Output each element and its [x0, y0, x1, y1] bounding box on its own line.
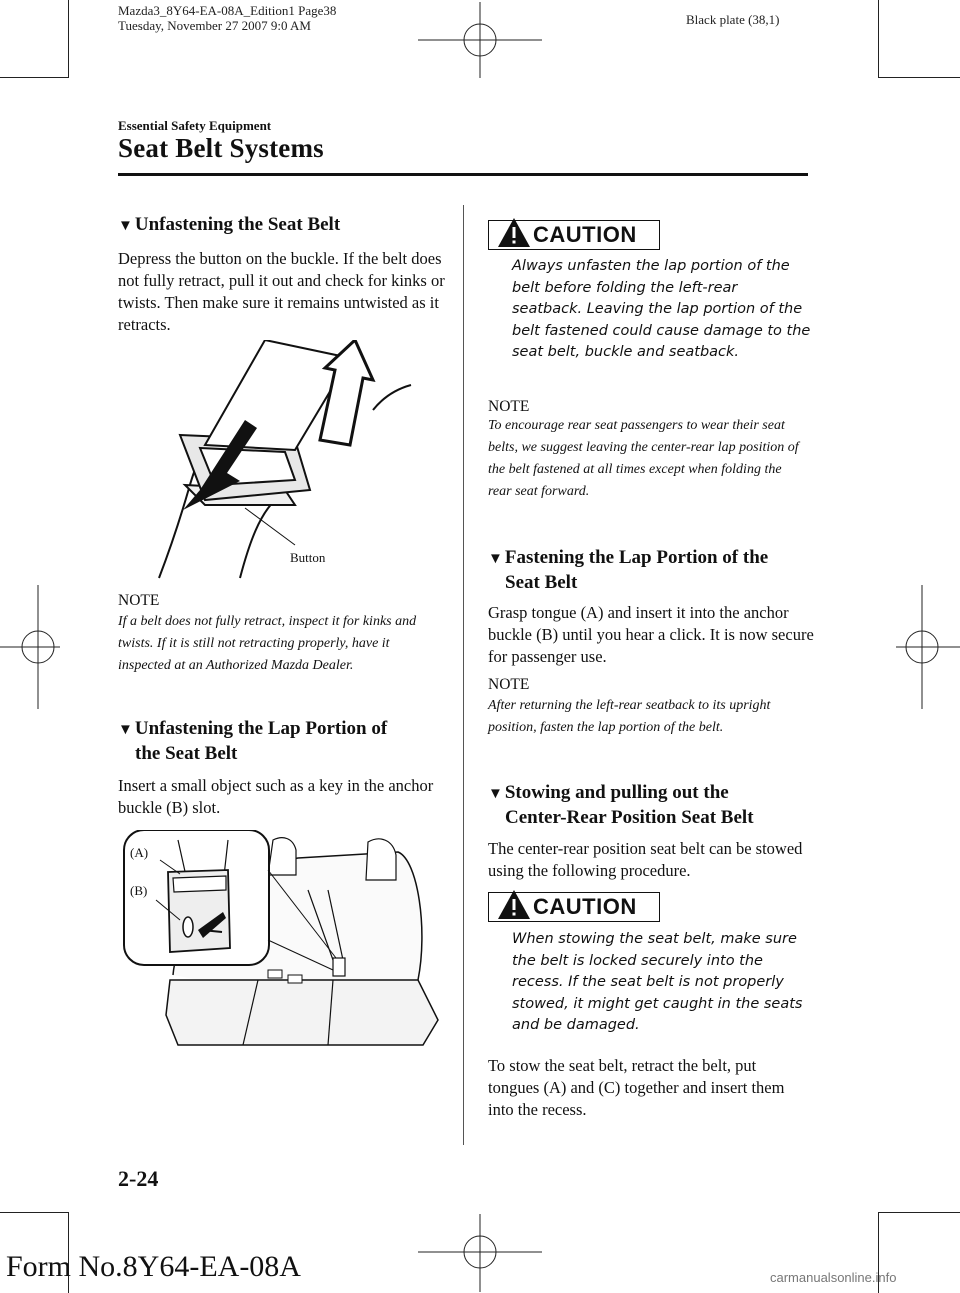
heading-text-line2: Center-Rear Position Seat Belt	[505, 807, 754, 828]
note-label: NOTE	[488, 398, 530, 415]
file-info: Mazda3_8Y64-EA-08A_Edition1 Page38	[118, 3, 337, 18]
crop-mark	[68, 0, 69, 78]
warning-triangle-icon	[497, 889, 531, 921]
figure-label-button: Button	[290, 550, 326, 565]
crop-mark	[0, 1212, 68, 1213]
title-rule	[118, 173, 808, 176]
heading-unfastening-lap-portion	[118, 717, 387, 765]
heading-text: Fastening the Lap Portion of the	[504, 547, 769, 568]
registration-mark-icon	[896, 585, 960, 709]
plate-info: Black plate (38,1)	[686, 12, 780, 27]
body-text: Depress the button on the buckle. If the belt does not fully retract, pull it out and check for kinks or twists. Then make sure it remains untwisted as it retracts.	[118, 249, 445, 334]
body-text: Grasp tongue (A) and insert it into the anchor buckle (B) until you hear a click. It is now secure for passenger use.	[488, 603, 814, 666]
heading-text-line2: the Seat Belt	[135, 743, 238, 764]
note-text: After returning the left-rear seatback to its upright position, fasten the lap portion of the belt.	[488, 698, 771, 735]
crop-mark	[878, 1212, 960, 1213]
heading-text: Stowing and pulling out the	[504, 782, 729, 803]
heading-text-line2: Seat Belt	[505, 572, 578, 593]
caution-label: CAUTION	[533, 222, 637, 247]
heading-stowing-seat-belt	[488, 781, 754, 829]
caution-box	[488, 892, 660, 922]
section-label: Essential Safety Equipment	[118, 118, 272, 133]
caution-text: Always unfasten the lap portion of the belt before folding the left-rear seatback. Leaving the lap portion of the belt fastened could cause damage to the seat belt, buckle and seatback.	[512, 258, 811, 360]
form-number: Form No.8Y64-EA-08A	[6, 1250, 301, 1283]
figure-label-a: (A)	[130, 845, 149, 860]
note-text: If a belt does not fully retract, inspect it for kinks and twists. If it is still not retracting properly, have it inspected at an Authorized Mazda Dealer.	[118, 614, 417, 673]
crop-mark	[0, 77, 68, 78]
watermark: carmanualsonline.info	[770, 1270, 897, 1285]
heading-text: Unfastening the Lap Portion of	[134, 718, 388, 739]
date-info: Tuesday, November 27 2007 9:0 AM	[118, 18, 311, 33]
column-divider	[463, 205, 464, 1145]
down-triangle-icon: ▼	[118, 218, 133, 234]
body-text: To stow the seat belt, retract the belt, put tongues (A) and (C) together and insert them into the recess.	[488, 1056, 785, 1119]
down-triangle-icon: ▼	[118, 722, 133, 738]
registration-mark-icon	[0, 585, 60, 709]
buckle-button-figure	[145, 340, 415, 580]
crop-mark	[878, 77, 960, 78]
figure-label-b: (B)	[130, 883, 148, 898]
registration-mark-icon	[418, 2, 542, 78]
rear-seat-figure	[118, 830, 453, 1060]
page-title: Seat Belt Systems	[118, 133, 324, 163]
heading-unfastening-seat-belt	[118, 213, 340, 238]
crop-mark	[878, 0, 879, 78]
caution-label: CAUTION	[533, 894, 637, 919]
caution-text: When stowing the seat belt, make sure the belt is locked securely into the recess. If the seat belt is not properly stowed, it might get caught in the seats and be damaged.	[512, 931, 803, 1033]
heading-fastening-lap-portion	[488, 546, 768, 594]
page-number: 2-24	[118, 1166, 159, 1191]
note-label: NOTE	[118, 592, 160, 609]
note-text: To encourage rear seat passengers to wear their seat belts, we suggest leaving the center-rear lap position of the belt fastened at all times except when folding the rear seat forward.	[488, 418, 799, 499]
warning-triangle-icon	[497, 217, 531, 249]
caution-box	[488, 220, 660, 250]
registration-mark-icon	[418, 1214, 542, 1292]
down-triangle-icon: ▼	[488, 551, 503, 567]
down-triangle-icon: ▼	[488, 786, 503, 802]
body-text: Insert a small object such as a key in the anchor buckle (B) slot.	[118, 776, 434, 817]
note-label: NOTE	[488, 676, 530, 693]
heading-text: Unfastening the Seat Belt	[134, 214, 341, 235]
body-text: The center-rear position seat belt can be stowed using the following procedure.	[488, 839, 803, 880]
